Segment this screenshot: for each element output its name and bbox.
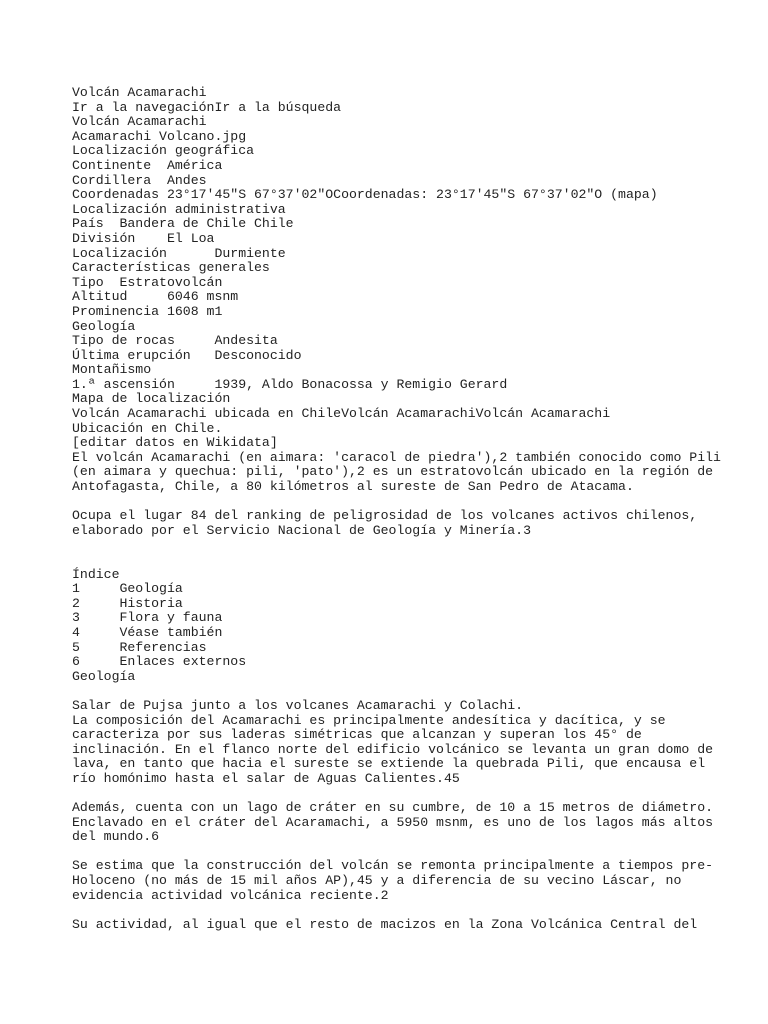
text-line: 3 Flora y fauna bbox=[72, 610, 223, 626]
text-line: Volcán Acamarachi bbox=[72, 114, 207, 130]
text-line bbox=[72, 684, 762, 699]
text-line: 2 Historia bbox=[72, 595, 183, 611]
text-line: lava, en tanto que hacia el sureste se extiende la quebrada Pili, que encausa el bbox=[72, 756, 706, 772]
text-line: Última erupción Desconocido bbox=[72, 347, 302, 363]
text-line: 4 Véase también bbox=[72, 624, 223, 640]
text-line: Características generales bbox=[72, 260, 270, 276]
text-line: caracteriza por sus laderas simétricas que alcanzan y superan los 45° de bbox=[72, 727, 642, 743]
text-line: Se estima que la construcción del volcán se remonta principalmente a tiempos pre- bbox=[72, 858, 714, 874]
text-line bbox=[72, 845, 762, 860]
text-line bbox=[72, 787, 762, 802]
text-line: Coordenadas 23°17′45″S 67°37′02″OCoordenadas: 23°17′45″S 67°37′02″O (mapa) bbox=[72, 187, 658, 203]
text-line bbox=[72, 495, 762, 510]
text-line: Tipo Estratovolcán bbox=[72, 274, 223, 290]
text-line: Salar de Pujsa junto a los volcanes Acamarachi y Colachi. bbox=[72, 697, 524, 713]
text-line: elaborado por el Servicio Nacional de Geología y Minería.3 bbox=[72, 522, 531, 538]
text-line: 1 Geología bbox=[72, 581, 183, 597]
text-line: El volcán Acamarachi (en aimara: 'caracol de piedra'),2 también conocido como Pili bbox=[72, 449, 721, 465]
text-line: Localización geográfica bbox=[72, 143, 255, 159]
text-line: Altitud 6046 msnm bbox=[72, 289, 239, 305]
text-line: 5 Referencias bbox=[72, 639, 207, 655]
text-line: Montañismo bbox=[72, 362, 152, 378]
text-line: 1.ª ascensión 1939, Aldo Bonacossa y Remigio Gerard bbox=[72, 376, 508, 392]
text-line: del mundo.6 bbox=[72, 829, 160, 845]
text-line: (en aimara y quechua: pili, 'pato'),2 es un estratovolcán ubicado en la región de bbox=[72, 464, 714, 480]
text-line: Ir a la navegaciónIr a la búsqueda bbox=[72, 99, 342, 115]
text-line bbox=[72, 538, 762, 553]
text-line: Además, cuenta con un lago de cráter en su cumbre, de 10 a 15 metros de diámetro. bbox=[72, 800, 714, 816]
text-line: País Bandera de Chile Chile bbox=[72, 216, 294, 232]
text-line: Holoceno (no más de 15 mil años AP),45 y a diferencia de su vecino Láscar, no bbox=[72, 873, 682, 889]
text-line: Continente América bbox=[72, 157, 223, 173]
text-line: evidencia actividad volcánica reciente.2 bbox=[72, 887, 389, 903]
text-line: Acamarachi Volcano.jpg bbox=[72, 128, 247, 144]
text-line: río homónimo hasta el salar de Aguas Calientes.45 bbox=[72, 770, 460, 786]
text-line: Índice bbox=[72, 566, 120, 582]
text-line: División El Loa bbox=[72, 230, 215, 246]
text-line: inclinación. En el flanco norte del edificio volcánico se levanta un gran domo de bbox=[72, 741, 714, 757]
text-line: Mapa de localización bbox=[72, 391, 231, 407]
document-text bbox=[72, 86, 762, 932]
text-line: Volcán Acamarachi bbox=[72, 85, 207, 100]
text-line: Localización Durmiente bbox=[72, 245, 286, 261]
text-line: Ocupa el lugar 84 del ranking de peligrosidad de los volcanes activos chilenos, bbox=[72, 508, 698, 524]
text-line: Enclavado en el cráter del Acaramachi, a 5950 msnm, es uno de los lagos más altos bbox=[72, 814, 714, 830]
text-line: Ubicación en Chile. bbox=[72, 420, 223, 436]
text-line: 6 Enlaces externos bbox=[72, 654, 247, 670]
text-line: Prominencia 1608 m1 bbox=[72, 303, 223, 319]
text-line: [editar datos en Wikidata] bbox=[72, 435, 278, 451]
text-line bbox=[72, 903, 762, 918]
text-line: Geología bbox=[72, 318, 136, 334]
text-line: Localización administrativa bbox=[72, 201, 286, 217]
text-line bbox=[72, 553, 762, 568]
text-line: Su actividad, al igual que el resto de macizos en la Zona Volcánica Central del bbox=[72, 916, 698, 932]
text-line: Tipo de rocas Andesita bbox=[72, 333, 278, 349]
text-line: La composición del Acamarachi es principalmente andesítica y dacítica, y se bbox=[72, 712, 666, 728]
text-line: Cordillera Andes bbox=[72, 172, 207, 188]
text-line: Volcán Acamarachi ubicada en ChileVolcán AcamarachiVolcán Acamarachi bbox=[72, 406, 611, 422]
text-line: Geología bbox=[72, 668, 136, 684]
text-line: Antofagasta, Chile, a 80 kilómetros al sureste de San Pedro de Atacama. bbox=[72, 479, 634, 495]
